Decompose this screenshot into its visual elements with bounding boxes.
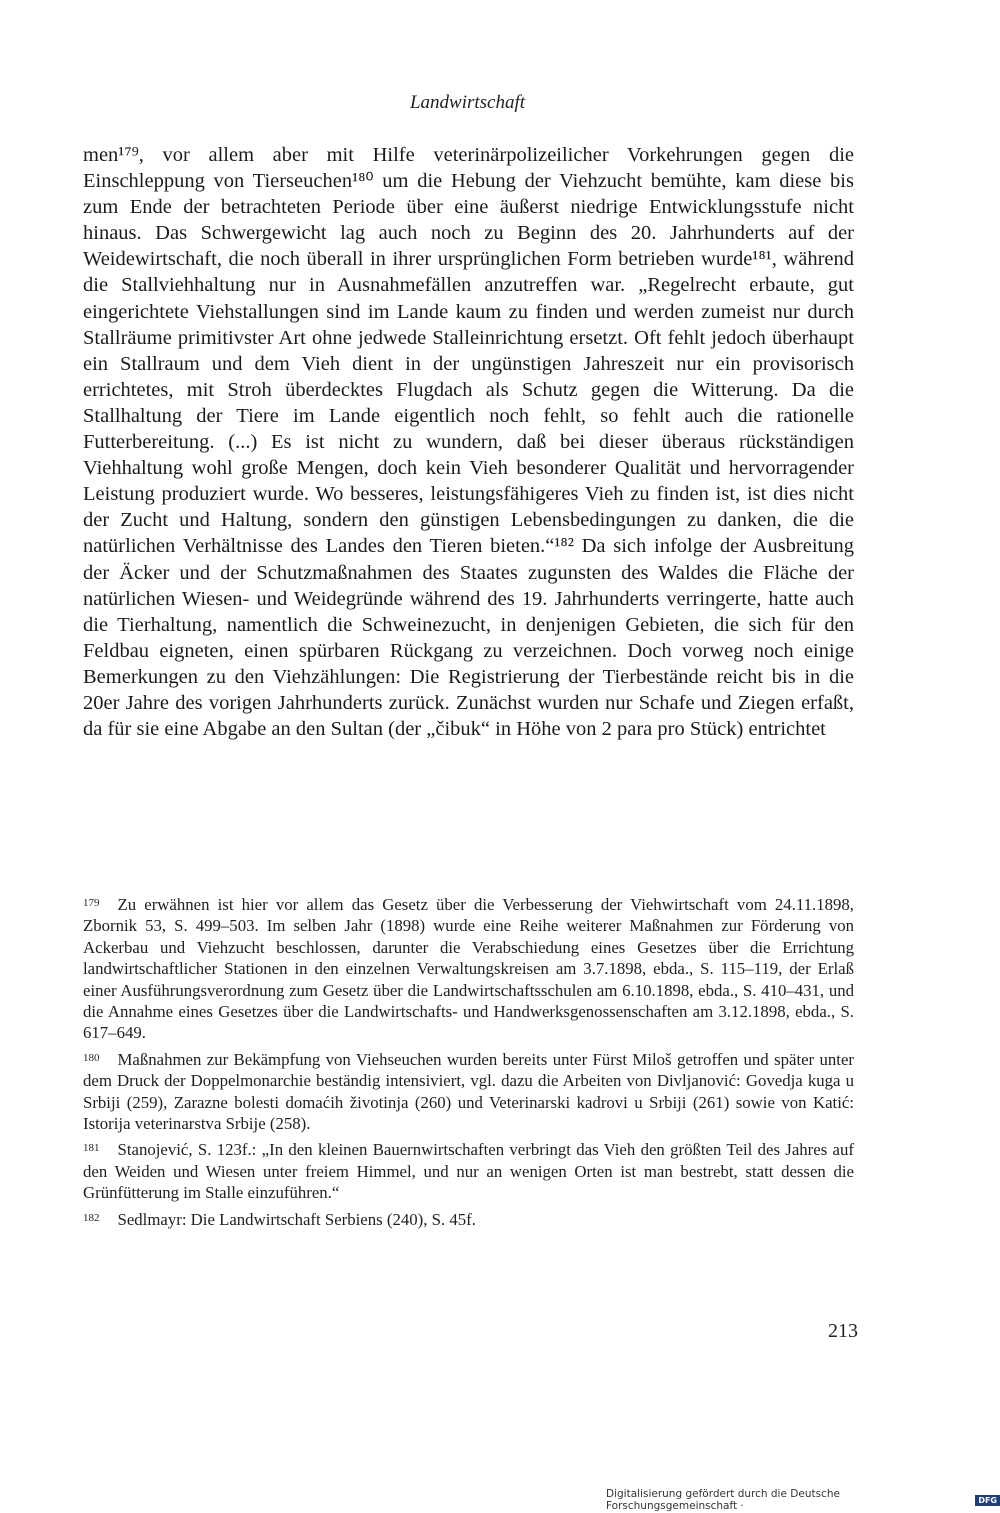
footnote-180 xyxy=(83,1048,854,1135)
credit-text: Digitalisierung gefördert durch die Deutsche Forschungsgemeinschaft · xyxy=(606,1488,840,1512)
footnote-text: Stanojević, S. 123f.: „In den kleinen Bauernwirtschaften verbringt das Vieh den größten Teil des Jahres auf den Weiden und Wiesen unter freiem Himmel, und nur an wenigen Orten ist man bestrebt, statt dessen die Grünfütterung im Stalle einzuführen.“ xyxy=(83,1140,854,1203)
footnote-number: 181 xyxy=(83,1142,100,1155)
dfg-logo: DFG xyxy=(975,1495,1000,1506)
footnote-text: Sedlmayr: Die Landwirtschaft Serbiens (240), S. 45f. xyxy=(117,1209,476,1229)
footnote-text: Maßnahmen zur Bekämpfung von Viehseuchen wurden bereits unter Fürst Miloš getroffen und später unter dem Druck der Doppelmonarchie beständig intensiviert, vgl. dazu die Arbeiten von Divljanović: Govedja kuga u Srbiji (259), Zarazne bolesti domaćih životinja (260) und Veterinarski kadrovi u Srbiji (261) sowie von Katić: Istorija veterinarstva Srbije (258). xyxy=(83,1049,854,1134)
footnote-179 xyxy=(83,893,854,1044)
footnote-182 xyxy=(83,1208,854,1230)
body-text xyxy=(83,142,854,742)
footnote-number: 179 xyxy=(83,897,100,909)
footnote-181 xyxy=(83,1138,854,1203)
footnote-number: 180 xyxy=(83,1051,100,1064)
footnote-number: 182 xyxy=(83,1211,100,1224)
running-head: Landwirtschaft xyxy=(409,92,526,113)
digitization-credit xyxy=(606,1488,1000,1512)
footnote-text: Zu erwähnen ist hier vor allem das Gesetz über die Verbesserung der Viehwirtschaft vom 24.11.1898, Zbornik 53, S. 499–503. Im selben Jahr (1898) wurde eine Reihe weiterer Maßnahmen zur Förderung von Ackerbau und Viehzucht beschlossen, darunter die Verabschiedung eines Gesetzes über die Errichtung landwirtschaftlicher Stationen in den einzelnen Verwaltungskreisen am 3.7.1898, ebda., S. 115–119, der Erlaß einer Ausführungsverordnung zum Gesetz über die Landwirtschaftsschulen am 6.10.1898, ebda., S. 410–431, und die Annahme eines Gesetzes über die Landwirtschafts- und Handwerksgenossenschaften am 3.12.1898, ebda., S. 617–649. xyxy=(83,895,854,1043)
page-number: 213 xyxy=(828,1320,858,1342)
footnotes xyxy=(83,893,854,1234)
body-paragraph: men¹⁷⁹, vor allem aber mit Hilfe veterinärpolizeilicher Vorkehrungen gegen die Einschleppung von Tierseuchen¹⁸⁰ um die Hebung der Viehzucht bemühte, kam diese bis zum Ende der betrachteten Periode über eine äußerst niedrige Entwicklungsstufe nicht hinaus. Das Schwergewicht lag auch noch zu Beginn des 20. Jahrhunderts auf der Weidewirtschaft, die noch überall in ihrer ursprünglichen Form betrieben wurde¹⁸¹, während die Stallviehhaltung nur in Ausnahmefällen anzutreffen war. „Regelrecht erbaute, gut eingerichtete Viehstallungen sind im Lande kaum zu finden und werden zumeist nur durch Stallräume primitivster Art ohne jedwede Stalleinrichtung ersetzt. Oft fehlt jedoch überhaupt ein Stallraum und dem Vieh dient in der ungünstigen Jahreszeit nur ein provisorisch errichtetes, mit Stroh überdecktes Flugdach als Schutz gegen die Witterung. Da die Stallhaltung der Tiere im Lande eigentlich noch fehlt, so fehlt auch die rationelle Futterbereitung. (...) Es ist nicht zu wundern, daß bei dieser überaus rückständigen Viehhaltung wohl große Mengen, doch kein Vieh besonderer Qualität und hervorragender Leistung produziert wurde. Wo besseres, leistungsfähigeres Vieh zu finden ist, ist dies nicht der Zucht und Haltung, sondern den günstigen Lebensbedingungen zu danken, die die natürlichen Verhältnisse des Landes den Tieren bieten.“¹⁸² Da sich infolge der Ausbreitung der Äcker und der Schutzmaßnahmen des Staates zugunsten des Waldes die Fläche der natürlichen Wiesen- und Weidegründe während des 19. Jahrhunderts verringerte, hatte auch die Tierhaltung, namentlich die Schweinezucht, in denjenigen Gebieten, die sich für den Feldbau eigneten, einen spürbaren Rückgang zu verzeichnen. Doch vorweg noch einige Bemerkungen zu den Viehzählungen: Die Registrierung der Tierbestände reicht bis in die 20er Jahre des vorigen Jahrhunderts zurück. Zunächst wurden nur Schafe und Ziegen erfaßt, da für sie eine Abgabe an den Sultan (der „čibuk“ in Höhe von 2 para pro Stück) entrichtet xyxy=(83,144,854,741)
